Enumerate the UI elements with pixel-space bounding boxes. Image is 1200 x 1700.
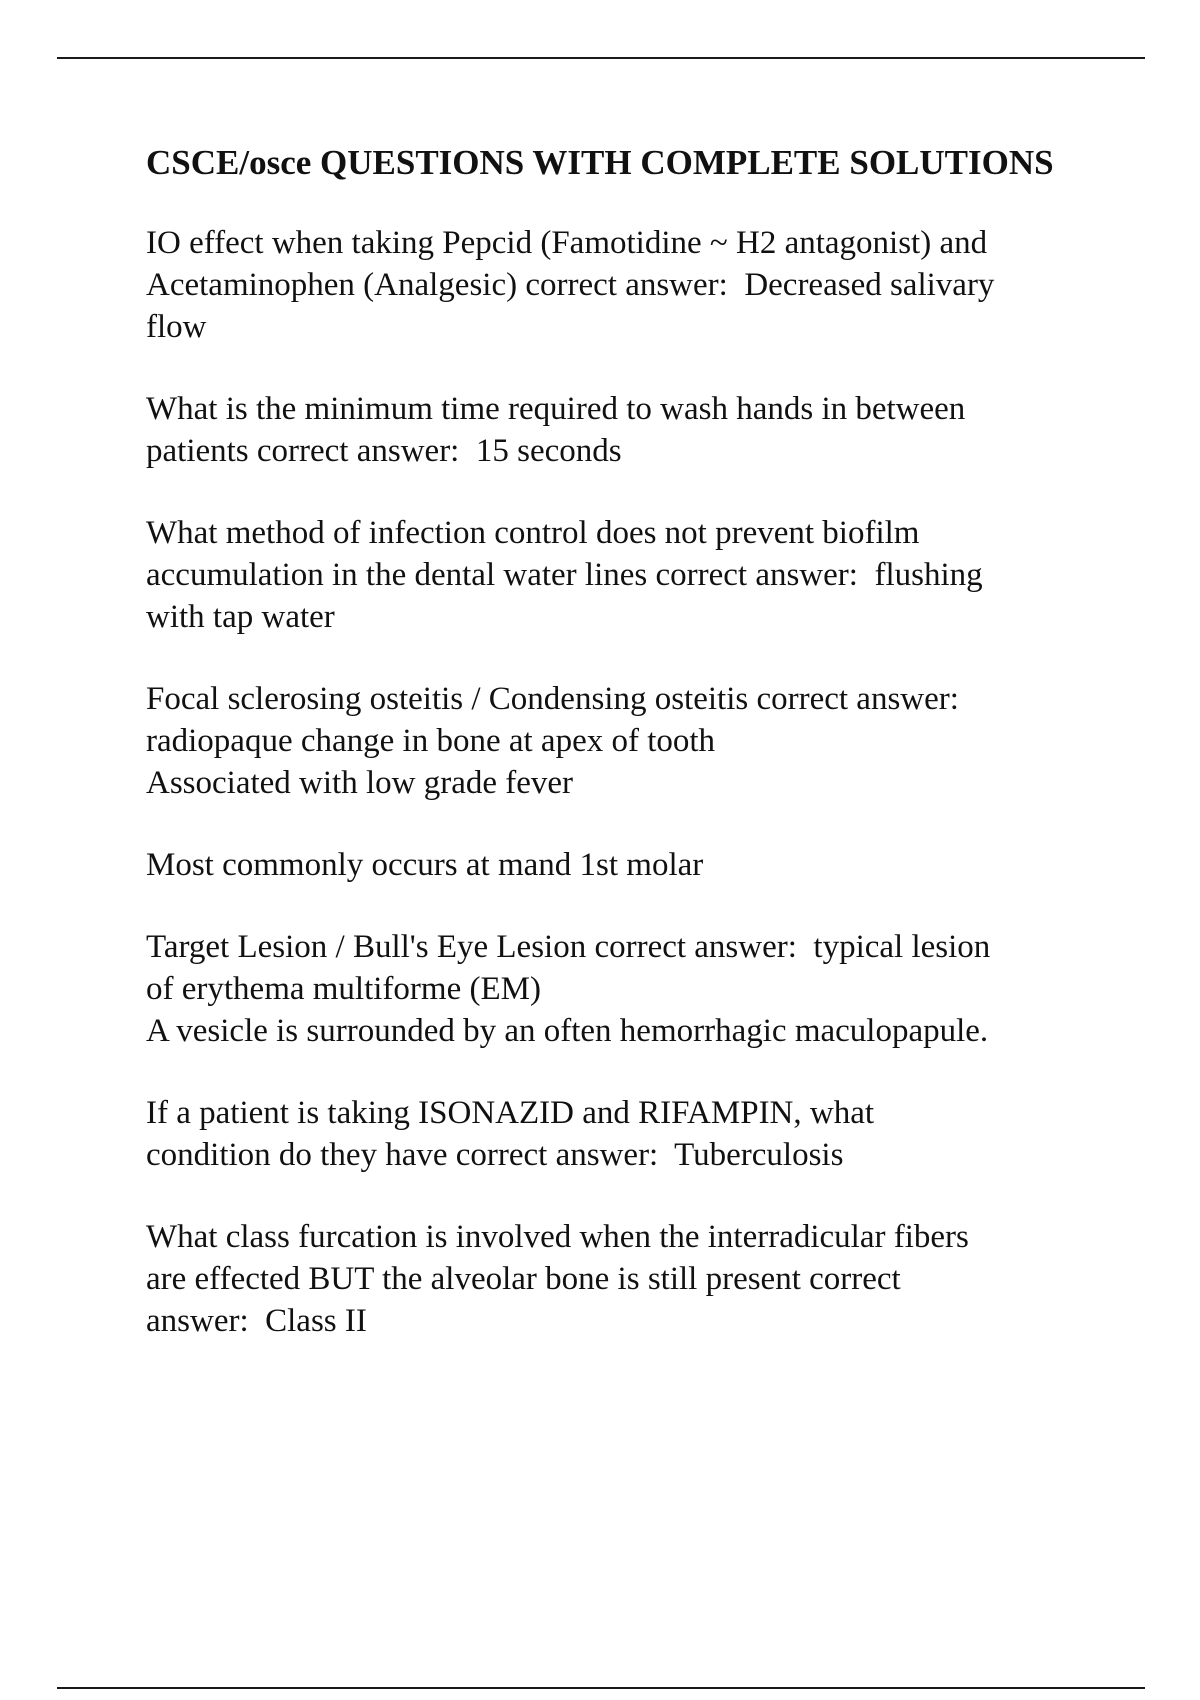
text-line: What method of infection control does not prevent biofilm	[146, 515, 920, 551]
text-line: accumulation in the dental water lines correct answer: flushing	[146, 557, 983, 593]
text-line: Associated with low grade fever	[146, 765, 574, 801]
text-line: What is the minimum time required to wash hands in between	[146, 391, 966, 427]
qa-entry-3	[146, 512, 1146, 638]
text-line: Target Lesion / Bull's Eye Lesion correct answer: typical lesion	[146, 929, 991, 965]
text-line: with tap water	[146, 599, 335, 635]
document-title: CSCE/osce QUESTIONS WITH COMPLETE SOLUTIONS	[146, 143, 1054, 182]
qa-entry-6	[146, 926, 1146, 1052]
qa-entry-8	[146, 1216, 1146, 1342]
text-line: IO effect when taking Pepcid (Famotidine ~ H2 antagonist) and	[146, 225, 988, 261]
text-line: patients correct answer: 15 seconds	[146, 433, 622, 469]
text-line: are effected BUT the alveolar bone is still present correct	[146, 1261, 901, 1297]
text-line: radiopaque change in bone at apex of tooth	[146, 723, 716, 759]
document-body	[146, 142, 1146, 1382]
qa-entry-7	[146, 1092, 1146, 1176]
text-line: If a patient is taking ISONAZID and RIFAMPIN, what	[146, 1095, 875, 1131]
text-line: of erythema multiforme (EM)	[146, 971, 541, 1007]
text-line: flow	[146, 309, 207, 345]
text-line: What class furcation is involved when the interradicular fibers	[146, 1219, 969, 1255]
qa-entry-2	[146, 388, 1146, 472]
text-line: Most commonly occurs at mand 1st molar	[146, 847, 704, 883]
text-line: answer: Class II	[146, 1303, 367, 1339]
bottom-rule	[57, 1687, 1145, 1689]
top-rule	[57, 57, 1145, 59]
text-line: A vesicle is surrounded by an often hemorrhagic maculopapule.	[146, 1013, 989, 1049]
qa-entry-1	[146, 222, 1146, 348]
qa-entry-5	[146, 844, 1146, 886]
text-line: condition do they have correct answer: Tuberculosis	[146, 1137, 844, 1173]
qa-entry-4	[146, 678, 1146, 804]
text-line: Acetaminophen (Analgesic) correct answer: Decreased salivary	[146, 267, 995, 303]
text-line: Focal sclerosing osteitis / Condensing osteitis correct answer:	[146, 681, 959, 717]
